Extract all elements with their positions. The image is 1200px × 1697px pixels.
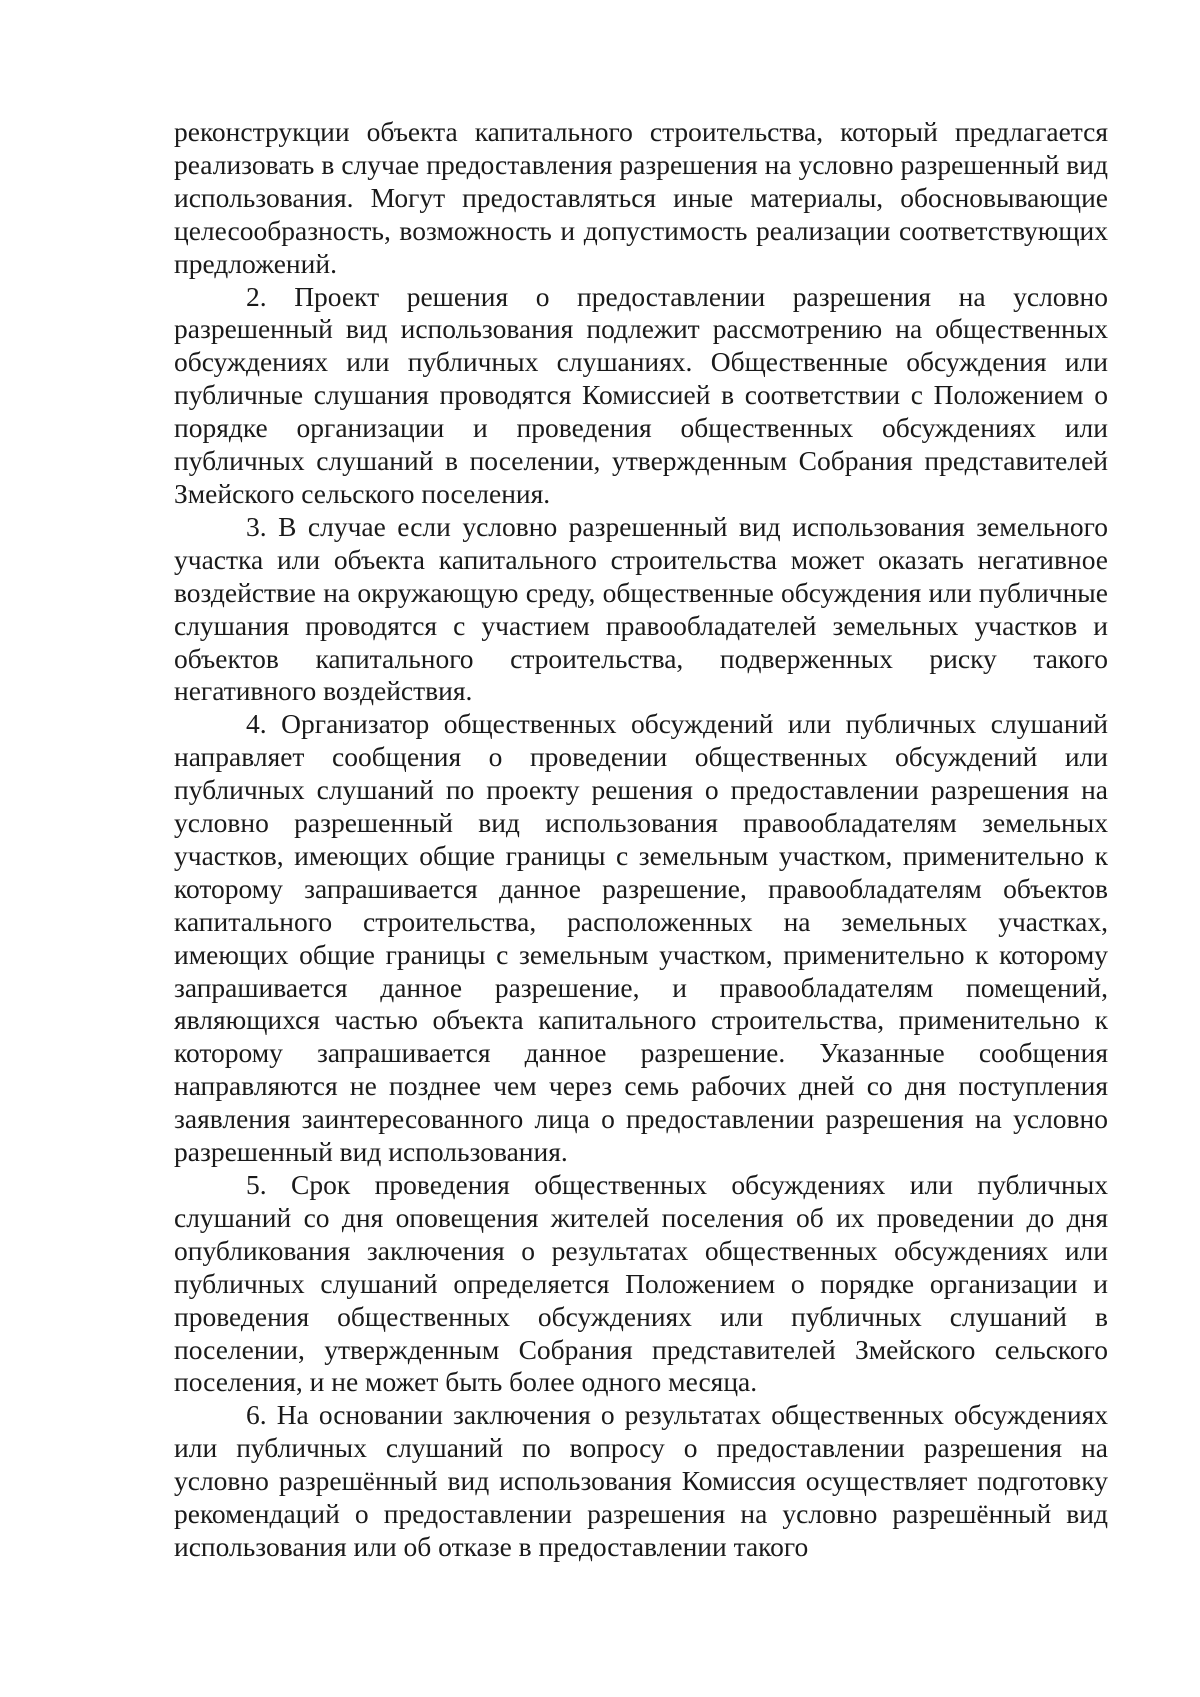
paragraph-item-6: 6. На основании заключения о результатах общественных обсуждениях или публичных слушаний по вопросу о предоставлении разрешения на условно разрешённый вид использования Комиссия осуществляет подготовку рекомендаций о предоставлении разрешения на условно разрешённый вид использования или об отказе в предоставлении такого	[174, 1399, 1108, 1562]
paragraph-item-2: 2. Проект решения о предоставлении разрешения на условно разрешенный вид использования подлежит рассмотрению на общественных обсуждениях или публичных слушаниях. Общественные обсуждения или публичные слушания проводятся Комиссией в соответствии с Положением о порядке организации и проведения общественных обсуждениях или публичных слушаний в поселении, утвержденным Собрания представителей Змейского сельского поселения.	[174, 280, 1108, 509]
paragraph-continuation: реконструкции объекта капитального строительства, который предлагается реализовать в случае предоставления разрешения на условно разрешенный вид использования. Могут предоставляться иные материалы, обосновывающие целесообразность, возможность и допустимость реализации соответствующих предложений.	[174, 116, 1108, 279]
paragraph-item-5: 5. Срок проведения общественных обсуждениях или публичных слушаний со дня оповещения жителей поселения об их проведении до дня опубликования заключения о результатах общественных обсуждениях или публичных слушаний определяется Положением о порядке организации и проведения общественных обсуждениях или публичных слушаний в поселении, утвержденным Собрания представителей Змейского сельского поселения, и не может быть более одного месяца.	[174, 1169, 1108, 1398]
paragraph-item-4: 4. Организатор общественных обсуждений или публичных слушаний направляет сообщения о проведении общественных обсуждений или публичных слушаний по проекту решения о предоставлении разрешения на условно разрешенный вид использования правообладателям земельных участков, имеющих общие границы с земельным участком, применительно к которому запрашивается данное разрешение, правообладателям объектов капитального строительства, расположенных на земельных участках, имеющих общие границы с земельным участком, применительно к которому запрашивается данное разрешение, и правообладателям помещений, являющихся частью объекта капитального строительства, применительно к которому запрашивается данное разрешение. Указанные сообщения направляются не позднее чем через семь рабочих дней со дня поступления заявления заинтересованного лица о предоставлении разрешения на условно разрешенный вид использования.	[174, 708, 1108, 1168]
document-page	[174, 116, 1108, 1564]
paragraph-item-3: 3. В случае если условно разрешенный вид использования земельного участка или объекта капитального строительства может оказать негативное воздействие на окружающую среду, общественные обсуждения или публичные слушания проводятся с участием правообладателей земельных участков и объектов капитального строительства, подверженных риску такого негативного воздействия.	[174, 510, 1108, 707]
